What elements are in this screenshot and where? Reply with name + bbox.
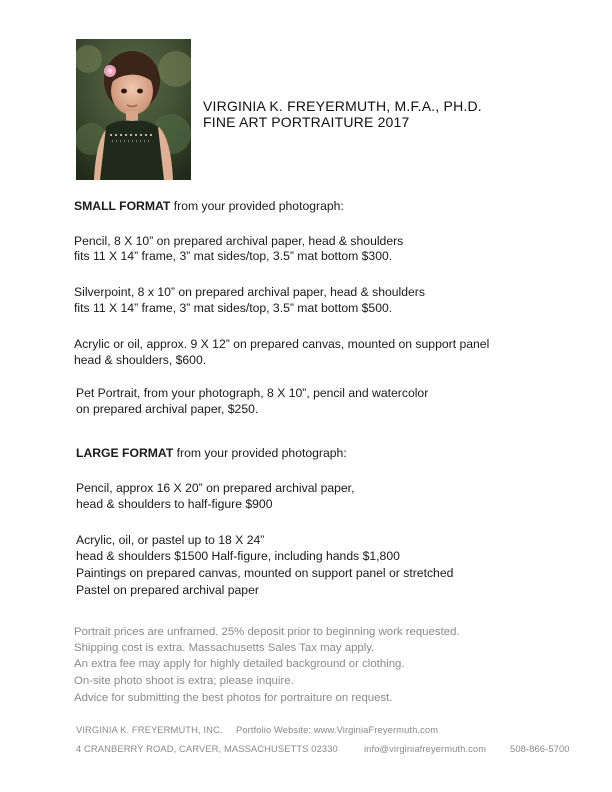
large-line-1: Pencil, approx 16 X 20” on prepared archival paper,: [76, 481, 355, 495]
footer-company: VIRGINIA K. FREYERMUTH, INC.: [76, 724, 223, 735]
large-format-heading: [76, 446, 347, 461]
note-2: Shipping cost is extra. Massachusetts Sales Tax may apply.: [74, 642, 375, 654]
small-line-4: fits 11 X 14” frame, 3” mat sides/top, 3.5” mat bottom $500.: [74, 301, 393, 315]
small-format-heading-rest: from your provided photograph:: [170, 199, 344, 213]
note-5: Advice for submitting the best photos for portraiture on request.: [74, 692, 393, 704]
header: [203, 98, 482, 130]
large-line-3: Acrylic, oil, or pastel up to 18 X 24”: [76, 533, 265, 547]
large-line-4: head & shoulders $1500 Half-figure, including hands $1,800: [76, 549, 400, 563]
small-line-3: Silverpoint, 8 x 10” on prepared archival paper, head & shoulders: [74, 285, 425, 299]
large-line-5: Paintings on prepared canvas, mounted on support panel or stretched: [76, 566, 454, 580]
artist-name: VIRGINIA K. FREYERMUTH, M.F.A., PH.D.: [203, 98, 482, 114]
small-line-7: Pet Portrait, from your photograph, 8 X 10”, pencil and watercolor: [76, 386, 429, 400]
footer-phone[interactable]: 508-866-5700: [510, 743, 570, 754]
large-line-2: head & shoulders to half-figure $900: [76, 497, 273, 511]
small-line-2: fits 11 X 14” frame, 3” mat sides/top, 3.5” mat bottom $300.: [74, 249, 393, 263]
small-format-heading: [74, 199, 344, 214]
large-format-label: LARGE FORMAT: [76, 446, 174, 460]
small-line-1: Pencil, 8 X 10” on prepared archival paper, head & shoulders: [74, 234, 404, 248]
small-line-6: head & shoulders, $600.: [74, 353, 207, 367]
note-1: Portrait prices are unframed. 25% deposit prior to beginning work requested.: [74, 626, 460, 638]
small-line-8: on prepared archival paper, $250.: [76, 402, 259, 416]
large-format-heading-rest: from your provided photograph:: [173, 446, 347, 460]
small-line-5: Acrylic or oil, approx. 9 X 12” on prepared canvas, mounted on support panel: [74, 337, 490, 351]
note-3: An extra fee may apply for highly detailed background or clothing.: [74, 658, 405, 670]
page-subtitle: FINE ART PORTRAITURE 2017: [203, 114, 410, 130]
footer-email[interactable]: info@virginiafreyermuth.com: [364, 743, 487, 754]
footer-website[interactable]: Portfolio Website: www.VirginiaFreyermuth.com: [236, 724, 439, 735]
portrait-photo: [76, 39, 191, 180]
large-line-6: Pastel on prepared archival paper: [76, 583, 259, 597]
small-format-label: SMALL FORMAT: [74, 199, 171, 213]
note-4: On-site photo shoot is extra; please inquire.: [74, 675, 294, 687]
footer-address: 4 CRANBERRY ROAD, CARVER, MASSACHUSETTS 02330: [76, 743, 338, 754]
